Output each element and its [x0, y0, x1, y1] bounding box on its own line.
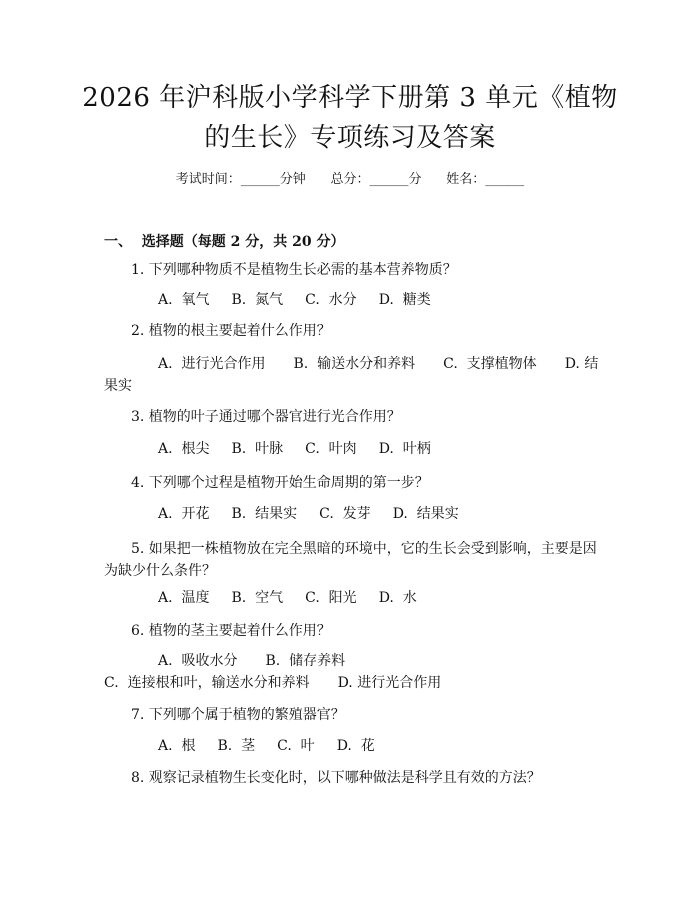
option-d: D. 花: [336, 738, 375, 754]
question-4-options: [104, 503, 600, 525]
option-a: A. 吸收水分: [158, 653, 238, 669]
document-title: [70, 78, 630, 158]
question-2: 2. 植物的根主要起着什么作用？: [131, 323, 331, 339]
option-d: D. 进行光合作用: [337, 675, 442, 691]
section-heading-multiple-choice: 一、 选择题（每题 2 分，共 20 分）: [104, 234, 345, 250]
option-b: B. 氮气: [231, 292, 284, 308]
option-c: C. 叶: [277, 738, 315, 754]
question-2-options: [104, 353, 600, 397]
title-line-2: 的生长》专项练习及答案: [204, 123, 496, 153]
option-c: C. 连接根和叶，输送水分和养料: [104, 675, 310, 691]
question-7: 7. 下列哪个属于植物的繁殖器官？: [131, 707, 345, 723]
question-5-options: [104, 587, 600, 609]
question-8: 8. 观察记录植物生长变化时，以下哪种做法是科学且有效的方法？: [131, 770, 541, 786]
option-a: A. 开花: [158, 506, 210, 522]
option-b: B. 叶脉: [231, 441, 284, 457]
option-d: D. 叶柄: [378, 441, 431, 457]
option-c: C. 发芽: [319, 506, 371, 522]
option-b: B. 空气: [231, 590, 284, 606]
question-3-options: [104, 438, 600, 460]
option-c: C. 水分: [305, 292, 357, 308]
option-b: B. 储存养料: [265, 653, 346, 669]
option-a: A. 根尖: [158, 441, 210, 457]
option-b: B. 茎: [217, 738, 256, 754]
option-a: A. 温度: [158, 590, 210, 606]
option-c: C. 阳光: [305, 590, 357, 606]
option-c: C. 支撑植物体: [443, 356, 537, 372]
option-a: A. 氧气: [158, 292, 210, 308]
question-1: 1. 下列哪种物质不是植物生长必需的基本营养物质？: [131, 262, 457, 278]
option-d: D. 结果实: [392, 506, 459, 522]
option-a: A. 根: [158, 738, 196, 754]
question-7-options: [104, 735, 600, 757]
question-6: 6. 植物的茎主要起着什么作用？: [131, 623, 331, 639]
question-5: 5. 如果把一株植物放在完全黑暗的环境中，它的生长会受到影响，主要是因为缺少什么条件？: [104, 541, 597, 579]
question-1-options: [104, 289, 600, 311]
question-3: 3. 植物的叶子通过哪个器官进行光合作用？: [131, 409, 401, 425]
question-4: 4. 下列哪个过程是植物开始生命周期的第一步？: [131, 475, 429, 491]
option-d: D. 结果实: [104, 356, 599, 394]
title-line-1: 2026 年沪科版小学科学下册第 3 单元《植物: [82, 83, 618, 113]
option-b: B. 输送水分和养料: [293, 356, 416, 372]
option-b: B. 结果实: [231, 506, 298, 522]
option-d: D. 水: [378, 590, 417, 606]
option-c: C. 叶肉: [305, 441, 357, 457]
option-d: D. 糖类: [378, 292, 431, 308]
option-a: A. 进行光合作用: [158, 356, 266, 372]
question-6-options: [104, 650, 600, 694]
exam-info-line: 考试时间：______分钟 总分：______分 姓名：______: [175, 172, 525, 187]
